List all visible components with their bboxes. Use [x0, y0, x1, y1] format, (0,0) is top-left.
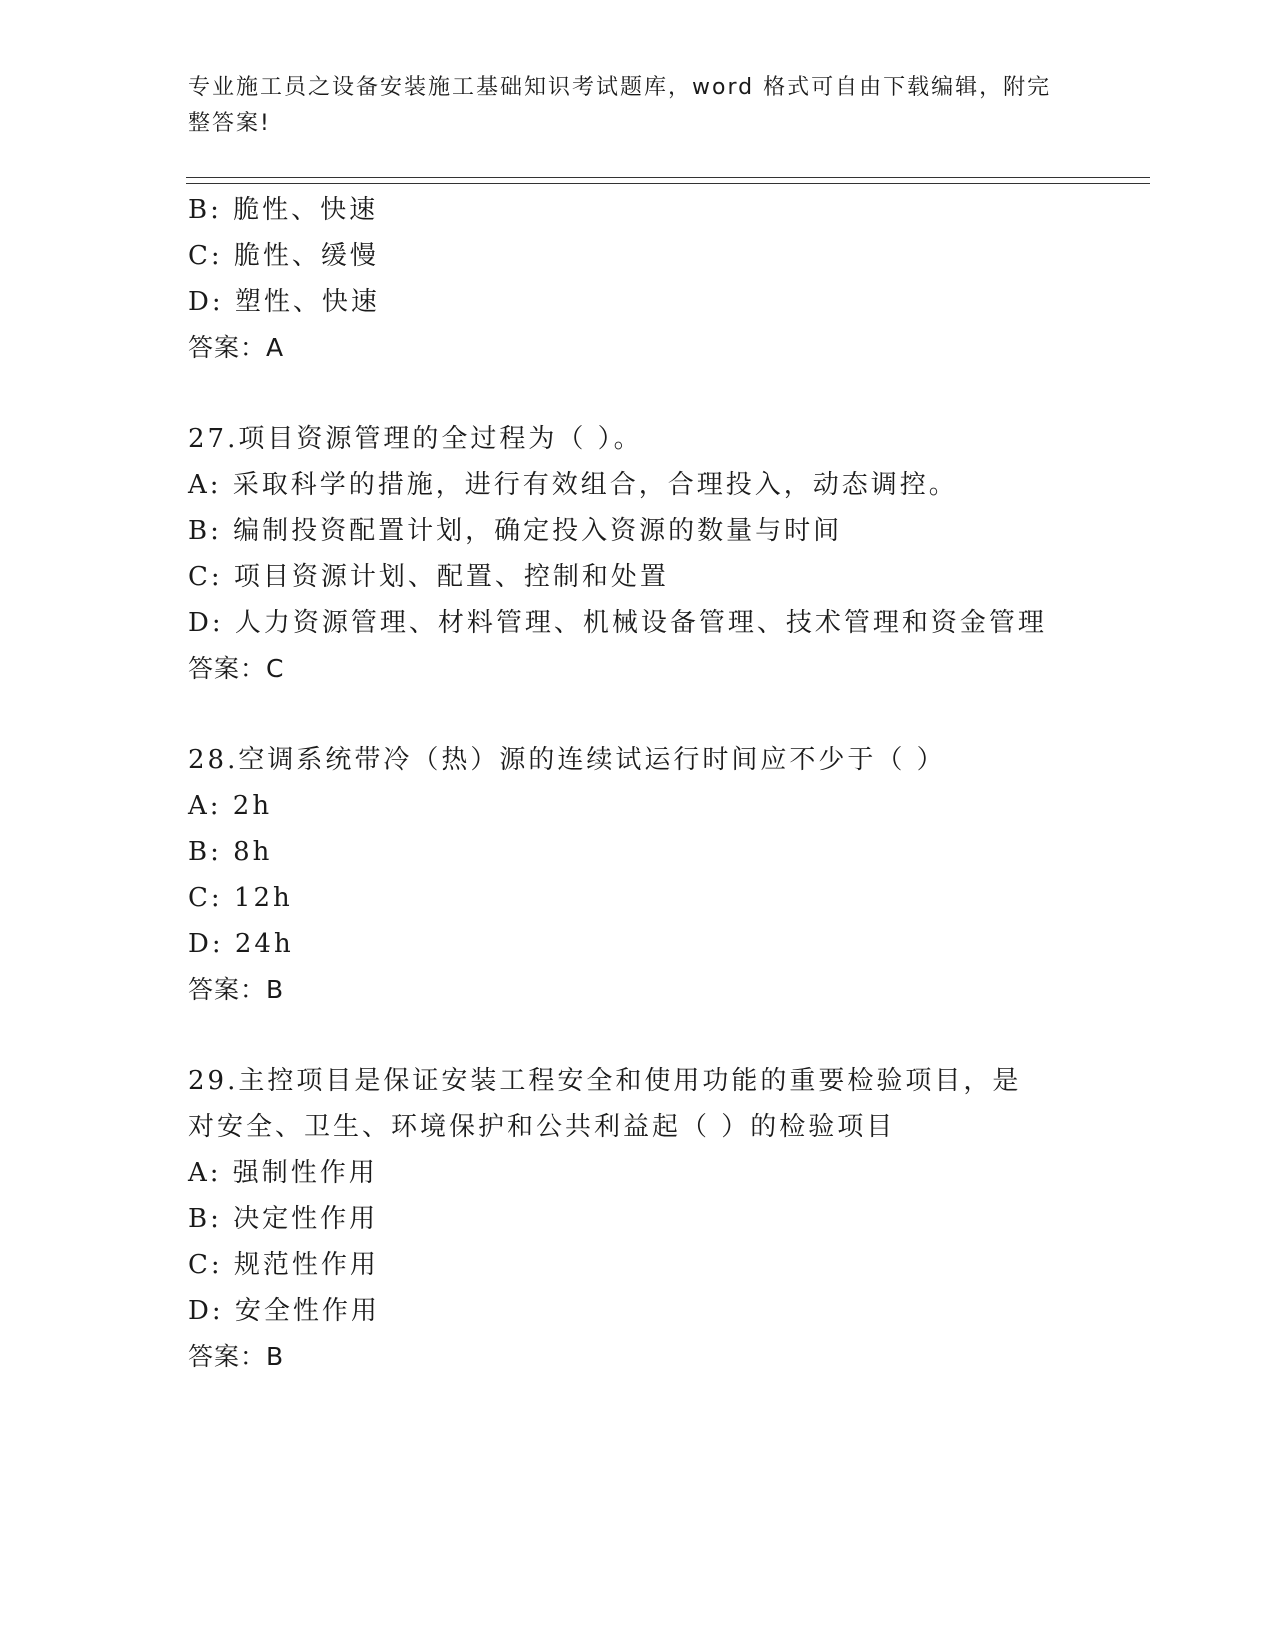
header-divider-bottom: [186, 183, 1150, 184]
spacer: [188, 692, 1088, 737]
spacer: [188, 1013, 1088, 1058]
option-c: C: 项目资源计划、配置、控制和处置: [188, 562, 669, 592]
option-a: A: 强制性作用: [188, 1158, 378, 1188]
question-27: [188, 416, 1088, 692]
question-content: [188, 187, 1088, 1380]
option-d: D: 安全性作用: [188, 1296, 380, 1326]
option-b: B: 8h: [188, 837, 273, 867]
answer-line: 答案：A: [188, 333, 285, 362]
question-stem: 27.项目资源管理的全过程为（ ）。: [188, 424, 643, 454]
option-c: C: 脆性、缓慢: [188, 241, 379, 271]
option-c: C: 规范性作用: [188, 1250, 379, 1280]
previous-question-tail: [188, 187, 1088, 371]
answer-line: 答案：C: [188, 654, 285, 683]
option-b: B: 脆性、快速: [188, 195, 379, 225]
option-a: A: 2h: [188, 791, 273, 821]
option-b: B: 决定性作用: [188, 1204, 379, 1234]
answer-line: 答案：B: [188, 975, 285, 1004]
question-stem: 29.主控项目是保证安装工程安全和使用功能的重要检验项目，是对安全、卫生、环境保护和公共利益起（ ）的检验项目: [188, 1066, 1022, 1142]
option-d: D: 塑性、快速: [188, 287, 380, 317]
option-d: D: 24h: [188, 929, 294, 959]
header-divider-top: [186, 177, 1150, 178]
spacer: [188, 371, 1088, 416]
question-stem: 28.空调系统带冷（热）源的连续试运行时间应不少于（ ）: [188, 745, 946, 775]
question-29: [188, 1058, 1088, 1380]
option-a: A: 采取科学的措施，进行有效组合，合理投入，动态调控。: [188, 470, 958, 500]
answer-line: 答案：B: [188, 1342, 285, 1371]
option-d: D: 人力资源管理、材料管理、机械设备管理、技术管理和资金管理: [188, 608, 1047, 638]
option-c: C: 12h: [188, 883, 293, 913]
option-b: B: 编制投资配置计划，确定投入资源的数量与时间: [188, 516, 843, 546]
question-28: [188, 737, 1088, 1013]
document-header: 专业施工员之设备安装施工基础知识考试题库，word 格式可自由下载编辑，附完整答案!: [188, 75, 1052, 136]
